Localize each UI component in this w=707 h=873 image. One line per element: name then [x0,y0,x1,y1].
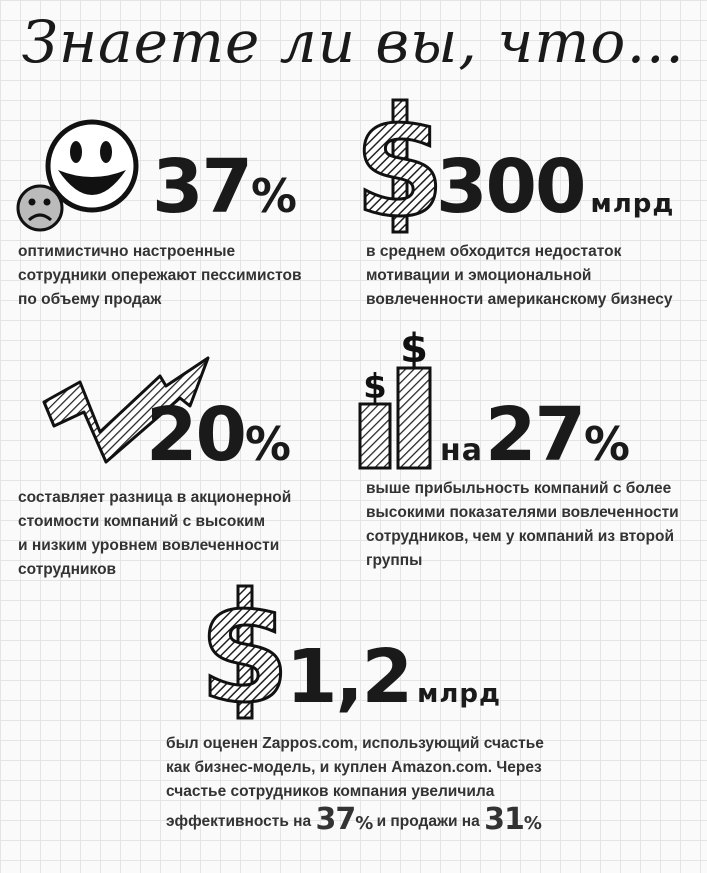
stat-value: 20 [146,392,245,478]
stat-27-value [440,392,630,478]
stat-1-2-value [286,634,501,720]
stat-37-text: оптимистично настроенные сотрудники опережают пессимистов по объему продаж [18,243,302,308]
stat-20-text: составляет разница в акционерной стоимости компаний с высоким и низким уровнем вовлеченности сотрудников [18,489,292,578]
stat-unit: млрд [590,189,675,219]
stat-300-text: в среднем обходится недостаток мотивации и эмоциональной вовлеченности американскому бизнесу [366,243,673,308]
stat-1-2-last-line: эффективность на 37% и продажи на 31% [166,802,541,837]
inline-number: 31% [484,802,541,837]
dollar-sign-icon [200,582,290,722]
svg-text:$: $ [363,367,387,407]
stat-20-value [146,392,291,478]
stat-value: 300 [436,144,585,230]
sad-face-icon [14,182,70,236]
svg-text:S: S [200,586,290,722]
stat-prefix: на [440,433,483,468]
stat-value: 1,2 [286,634,412,720]
dollar-sign-icon [355,96,445,236]
stat-unit: % [244,417,291,471]
page-title: Знаете ли вы, что… [21,8,686,76]
svg-text:$: $ [400,326,428,372]
stat-unit: % [583,417,630,471]
stat-value: 37 [152,144,251,230]
stat-1-2-text: был оценен Zappos.com, использующий счастье как бизнес-модель, и куплен Amazon.com. Через счастье сотрудников компания увеличила эффективность на 37% и продажи на 31% [166,732,586,840]
stat-27-text: выше прибыльность компаний с более высокими показателями вовлеченности сотрудников, чем у компаний из второй группы [366,480,679,569]
inline-number: 37% [315,802,373,837]
stat-37-value [152,144,297,230]
stat-unit: млрд [417,679,501,709]
dollar-bars-icon [350,322,440,472]
stat-value: 27 [484,392,584,478]
stat-300-value [436,144,675,230]
svg-text:S: S [355,100,445,236]
stat-unit: % [250,169,297,223]
